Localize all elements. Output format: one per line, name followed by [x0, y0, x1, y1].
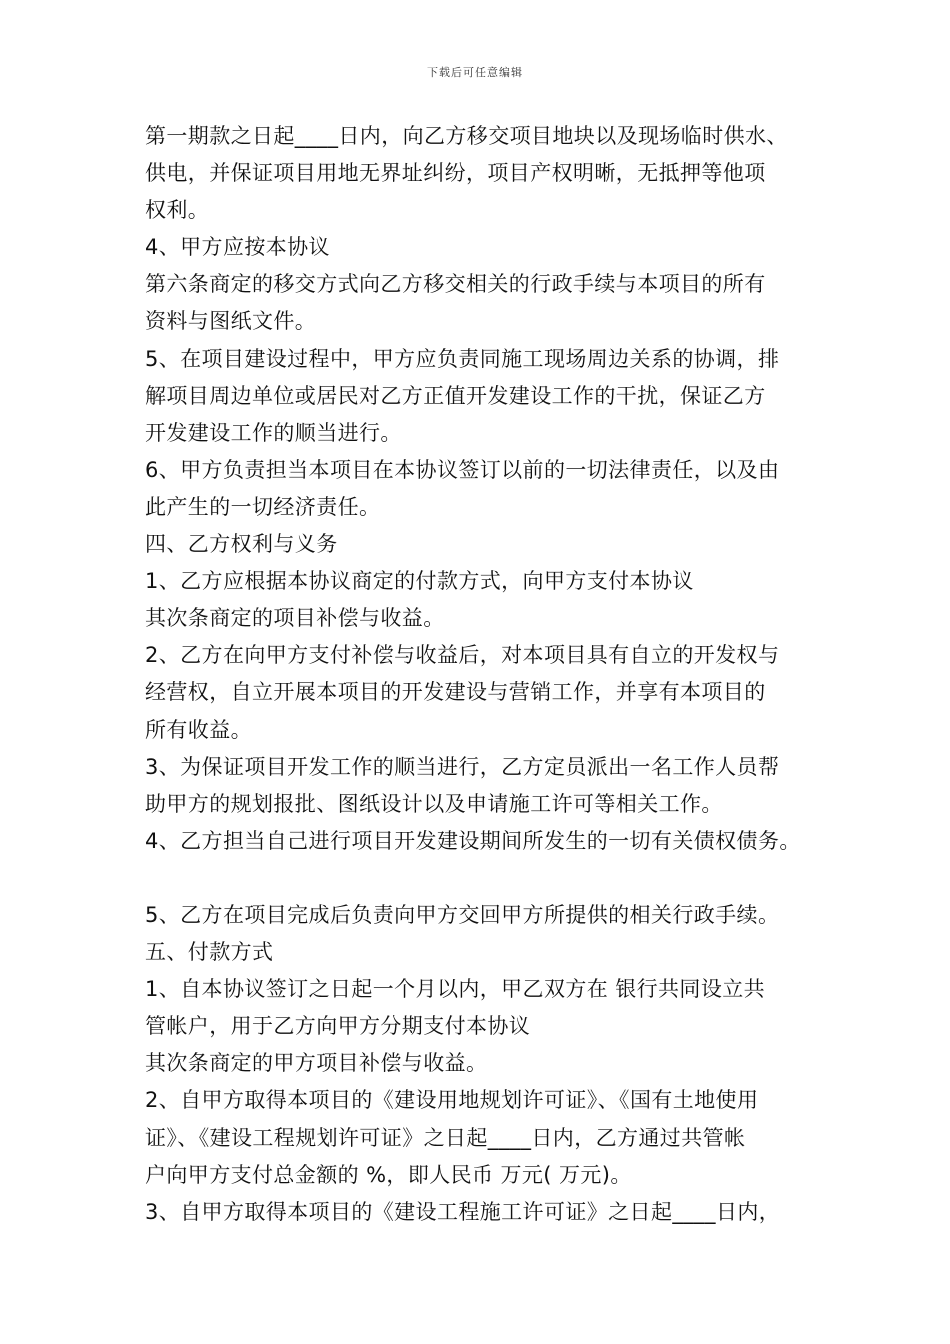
text-line: 5、在项目建设过程中，甲方应负责同施工现场周边关系的协调，排	[145, 346, 780, 371]
text-line: 经营权，自立开展本项目的开发建设与营销工作，并享有本项目的	[145, 680, 766, 705]
text-line: 3、为保证项目开发工作的顺当进行，乙方定员派出一名工作人员帮	[145, 754, 780, 779]
document-body	[145, 118, 835, 1231]
blank-line	[145, 860, 835, 897]
text-line: 所有收益。	[145, 717, 252, 742]
text-line: 供电，并保证项目用地无界址纠纷，项目产权明晰，无抵押等他项	[145, 161, 766, 186]
page-header: 下载后可任意编辑	[427, 66, 523, 79]
section-heading: 四、乙方权利与义务	[145, 532, 338, 557]
text-line: 第六条商定的移交方式向乙方移交相关的行政手续与本项目的所有	[145, 272, 766, 297]
text-line: 管帐户，用于乙方向甲方分期支付本协议	[145, 1014, 531, 1039]
text-line: 2、自甲方取得本项目的《建设用地规划许可证》、《国有土地使用	[145, 1088, 759, 1113]
text-line: 资料与图纸文件。	[145, 309, 317, 334]
section-heading: 五、付款方式	[145, 940, 274, 965]
text-line: 第一期款之日起____日内，向乙方移交项目地块以及现场临时供水、	[145, 124, 788, 148]
text-line: 户向甲方支付总金额的 %，即人民币 万元( 万元)。	[145, 1162, 632, 1187]
text-line: 此产生的一切经济责任。	[145, 494, 381, 519]
text-line: 权利。	[145, 198, 210, 223]
text-line: 1、自本协议签订之日起一个月以内，甲乙双方在 银行共同设立共	[145, 977, 766, 1002]
text-line: 1、乙方应根据本协议商定的付款方式，向甲方支付本协议	[145, 569, 694, 594]
text-line: 6、甲方负责担当本项目在本协议签订以前的一切法律责任，以及由	[145, 457, 780, 482]
text-line: 3、自甲方取得本项目的《建设工程施工许可证》之日起____日内，	[145, 1199, 781, 1224]
text-line: 解项目周边单位或居民对乙方正值开发建设工作的干扰，保证乙方	[145, 383, 766, 408]
text-line: 4、乙方担当自己进行项目开发建设期间所发生的一切有关债权债务。	[145, 828, 801, 853]
text-line: 4、甲方应按本协议	[145, 235, 330, 260]
text-line: 助甲方的规划报批、图纸设计以及申请施工许可等相关工作。	[145, 791, 723, 816]
text-line: 其次条商定的甲方项目补偿与收益。	[145, 1051, 488, 1076]
text-line: 5、乙方在项目完成后负责向甲方交回甲方所提供的相关行政手续。	[145, 902, 780, 927]
text-line: 2、乙方在向甲方支付补偿与收益后，对本项目具有自立的开发权与	[145, 643, 780, 668]
text-line: 证》、《建设工程规划许可证》之日起____日内，乙方通过共管帐	[145, 1125, 746, 1150]
text-line: 开发建设工作的顺当进行。	[145, 420, 402, 445]
text-line: 其次条商定的项目补偿与收益。	[145, 606, 445, 631]
